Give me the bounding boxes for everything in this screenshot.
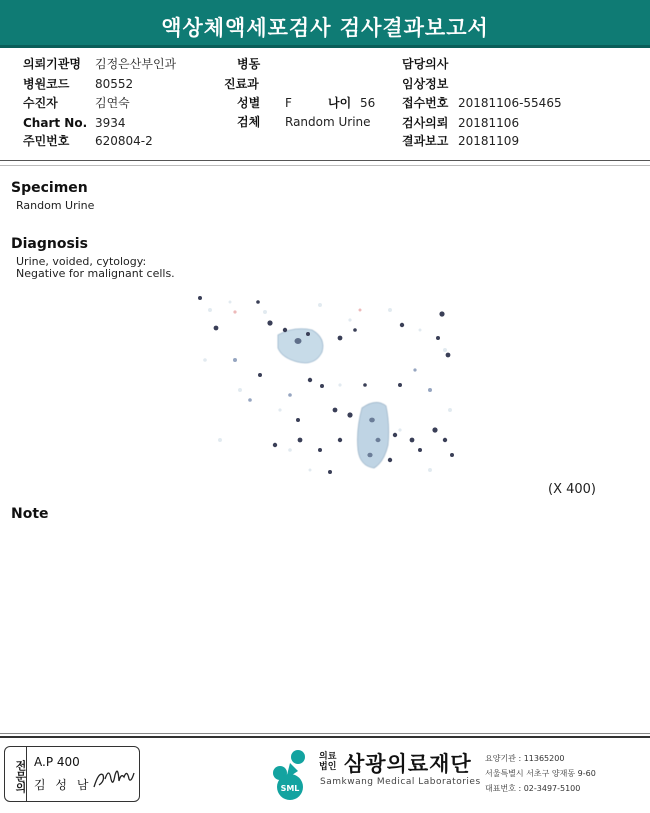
org-english-name: Samkwang Medical Laboratories [320, 777, 481, 787]
specialist-label: 전문의 [5, 747, 27, 801]
org-type-top: 의료 [319, 752, 337, 762]
org-type-bottom: 법인 [319, 762, 337, 772]
chart-no-label: Chart No. [23, 116, 88, 130]
diagnosis-text: Urine, voided, cytology: Negative for malignant cells. [16, 255, 175, 280]
hospital-code-label: 병원코드 [23, 77, 70, 91]
report-title-bar [0, 0, 650, 48]
chart-no-value: 3934 [95, 116, 126, 130]
age-label: 나이 [328, 96, 352, 110]
sml-logo-icon [270, 749, 318, 801]
pathologist-id: A.P 400 [34, 755, 80, 769]
header-divider-secondary [0, 165, 650, 166]
specimen-text: Random Urine [16, 199, 95, 212]
handwritten-signature [91, 761, 136, 793]
pathologist-name: 김 성 남 [34, 778, 92, 792]
accession-no-label: 접수번호 [402, 96, 449, 110]
micrograph-image [190, 290, 465, 495]
report-date-value: 20181109 [458, 134, 520, 148]
org-address: 서울특별시 서초구 양재동 9-60 [485, 769, 596, 778]
report-title: 액상체액세포검사 검사결과보고서 [161, 16, 489, 40]
signature-box [4, 746, 140, 802]
resident-no-label: 주민번호 [23, 134, 70, 148]
ward-label: 병동 [237, 57, 261, 71]
age-value: 56 [360, 96, 376, 110]
request-date-label: 검사의뢰 [402, 116, 449, 130]
logo-text: SML [280, 784, 300, 793]
sex-value: F [285, 96, 292, 110]
specimen-type-value: Random Urine [285, 115, 371, 129]
doctor-label: 담당의사 [402, 57, 449, 71]
header-divider [0, 160, 650, 161]
department-label: 진료과 [224, 77, 259, 91]
accession-no-value: 20181106-55465 [458, 96, 562, 110]
footer-divider [0, 733, 650, 734]
resident-no-value: 620804-2 [95, 134, 153, 148]
specimen-heading: Specimen [11, 180, 88, 196]
diagnosis-heading: Diagnosis [11, 236, 88, 252]
org-name: 삼광의료재단 [344, 752, 472, 776]
footer-divider-bold [0, 736, 650, 738]
specimen-type-label: 검체 [237, 115, 261, 129]
clinical-info-label: 임상정보 [402, 77, 449, 91]
hospital-name-label: 의뢰기관명 [23, 57, 81, 71]
cytology-micrograph [190, 290, 465, 495]
sex-label: 성별 [237, 96, 261, 110]
report-date-label: 결과보고 [402, 134, 449, 148]
org-registration-no: 요양기관 : 11365200 [485, 754, 565, 763]
note-heading: Note [11, 506, 49, 522]
org-phone: 대표번호 : 02-3497-5100 [485, 784, 581, 793]
magnification-label: (X 400) [548, 482, 596, 497]
hospital-name-value: 김정은산부인과 [95, 57, 177, 71]
request-date-value: 20181106 [458, 116, 520, 130]
patient-value: 김연숙 [95, 96, 130, 110]
patient-label: 수진자 [23, 96, 58, 110]
org-type-label [319, 752, 336, 772]
hospital-code-value: 80552 [95, 77, 134, 91]
